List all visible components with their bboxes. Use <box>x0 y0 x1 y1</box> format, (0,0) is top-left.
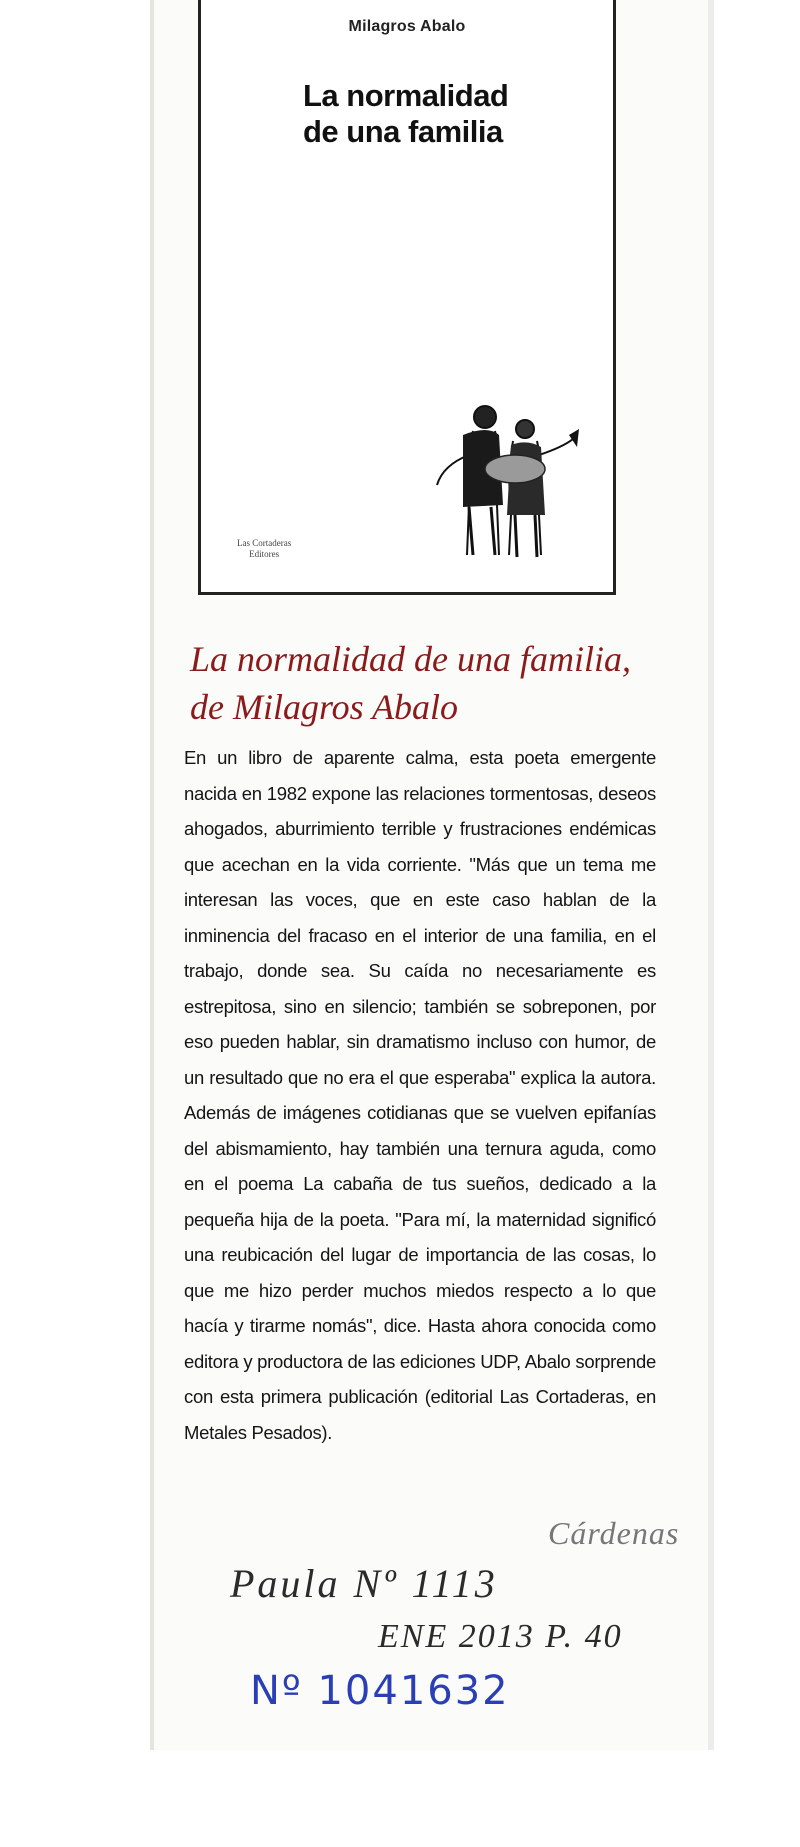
publisher-logo: Las Cortaderas Editores <box>237 538 292 559</box>
article-headline: La normalidad de una familia, de Milagros Abalo <box>190 639 632 727</box>
cover-title-line1: La normalidad <box>303 78 509 113</box>
clipping-edge <box>150 0 154 1750</box>
handwritten-note-cardenas: Cárdenas <box>548 1515 680 1551</box>
scan-shadow <box>708 0 714 1750</box>
handwritten-note-date: ENE 2013 P. 40 <box>378 1618 623 1655</box>
cover-title <box>303 78 543 150</box>
cover-author: Milagros Abalo <box>348 18 466 35</box>
family-illustration-icon <box>433 395 583 565</box>
handwritten-note-source: Paula Nº 1113 <box>230 1561 498 1606</box>
cover-title-line2: de una familia <box>303 114 503 149</box>
handwritten-catalog-number: Nº 1041632 <box>250 1668 510 1714</box>
article-body: En un libro de aparente calma, esta poeta emergente nacida en 1982 expone las relaciones tormentosas, deseos ahogados, aburrimiento terrible y frustraciones endémicas que acechan en la vida corriente. "Más que un tema me interesan las voces, que en este caso hablan de la inminencia del fracaso en el interior de una familia, en el trabajo, donde sea. Su caída no necesariamente es estrepitosa, sino en silencio; también se sobreponen, por eso pueden hablar, sin dramatismo incluso con humor, de un resultado que no era el que esperaba" explica la autora. Además de imágenes cotidianas que se vuelven epifanías del abismamiento, hay también una ternura aguda, como en el poema La cabaña de tus sueños, dedicado a la pequeña hija de la poeta. "Para mí, la maternidad significó una reubicación del lugar de importancia de las cosas, lo que me hizo perder muchos miedos respecto a lo que hacía y tirarme nomás", dice. Hasta ahora conocida como editora y productora de las ediciones UDP, Abalo sorprende con esta primera publicación (editorial Las Cortaderas, en Metales Pesados). <box>184 747 656 1443</box>
book-cover <box>198 0 616 595</box>
